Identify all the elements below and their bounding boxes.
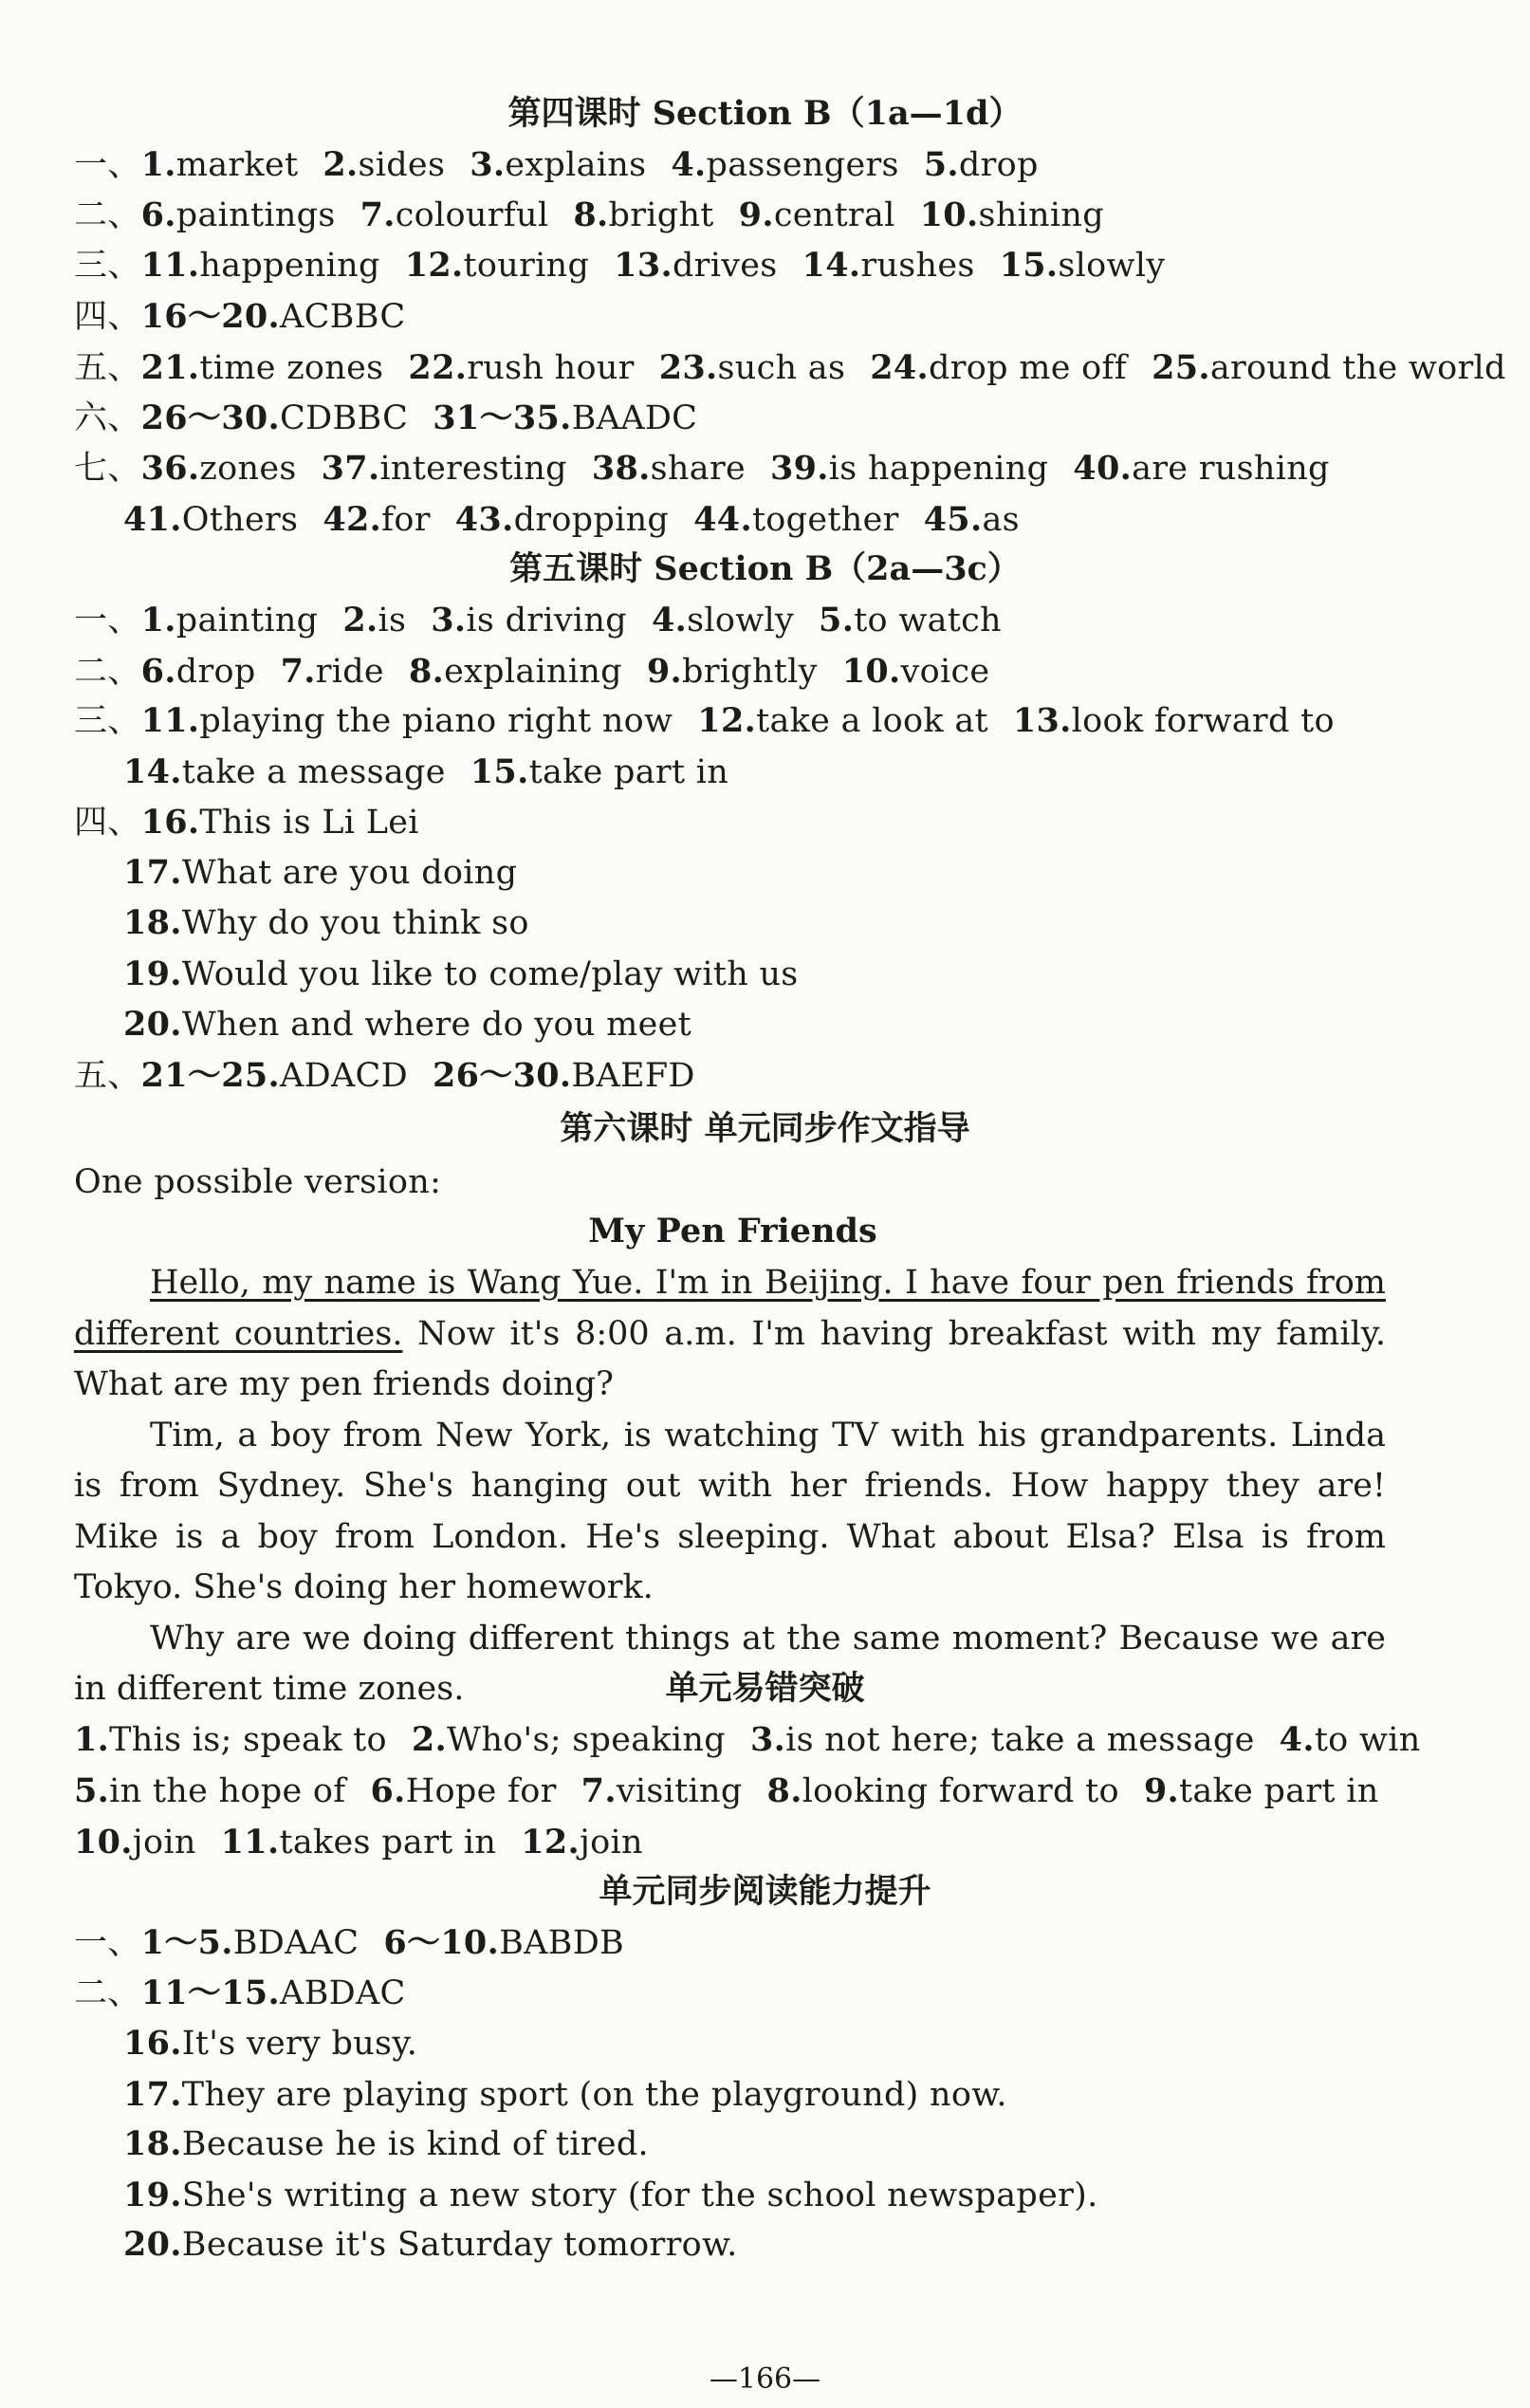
question-number: 38. <box>591 449 651 488</box>
question-number: 45. <box>923 500 983 539</box>
answer-text: visiting <box>616 1772 743 1810</box>
question-number: 26～30. <box>140 398 281 437</box>
question-number: 14. <box>123 752 182 791</box>
question-number: 6. <box>370 1771 406 1810</box>
answer-item <box>141 146 299 184</box>
question-number: 20. <box>123 1005 182 1044</box>
answer-row <box>123 2123 649 2165</box>
answer-item <box>470 146 646 184</box>
answer-row <box>74 1822 643 1863</box>
answer-text: paintings <box>175 196 336 234</box>
answer-item <box>770 450 1048 488</box>
answer-text: touring <box>463 247 590 285</box>
answer-item <box>573 196 713 234</box>
answer-item <box>141 702 673 740</box>
answer-row <box>74 448 1330 490</box>
part-label: 七、 <box>74 450 141 488</box>
part-label: 二、 <box>74 196 141 234</box>
question-number: 42. <box>323 500 382 539</box>
answer-item <box>659 349 846 387</box>
answer-text: around the world <box>1209 349 1506 387</box>
answer-item <box>924 501 1020 539</box>
answer-item <box>1144 1772 1379 1810</box>
answer-item <box>433 399 697 437</box>
answer-item <box>455 501 669 539</box>
answer-item <box>123 2125 649 2163</box>
question-number: 25. <box>1152 348 1210 387</box>
answer-text: Would you like to come/play with us <box>181 955 799 993</box>
answer-row <box>123 852 517 894</box>
answer-text: explains <box>505 146 647 184</box>
answer-text: ACBBC <box>280 298 406 336</box>
question-number: 39. <box>770 449 829 488</box>
answer-text: join <box>580 1824 643 1862</box>
answer-item <box>123 2025 417 2063</box>
answer-item <box>412 1721 726 1759</box>
question-number: 12. <box>521 1823 581 1862</box>
section-title: 单元同步阅读能力提升 <box>599 1872 931 1911</box>
question-number: 1. <box>140 145 176 184</box>
answer-item <box>750 1721 1255 1759</box>
answer-text: Because it's Saturday tomorrow. <box>181 2226 738 2264</box>
answer-item <box>281 653 384 691</box>
answer-text: They are playing sport (on the playground) now. <box>181 2076 1007 2114</box>
answer-item <box>123 753 446 791</box>
question-number: 5. <box>819 601 855 639</box>
answer-row <box>74 245 1165 287</box>
answer-text: BAEFD <box>571 1057 695 1095</box>
answer-item <box>870 349 1127 387</box>
answer-item <box>647 653 818 691</box>
question-number: 1～5. <box>140 1923 233 1962</box>
question-number: 17. <box>123 853 182 892</box>
answer-text: slowly <box>687 602 795 639</box>
question-number: 9. <box>738 195 774 234</box>
answer-text: time zones <box>199 349 384 387</box>
part-label: 一、 <box>74 1924 141 1962</box>
answer-row <box>74 1922 624 1964</box>
answer-text: Others <box>181 501 299 539</box>
part-label: 一、 <box>74 146 141 184</box>
question-number: 15. <box>999 246 1059 285</box>
answer-item <box>581 1772 743 1810</box>
answer-item <box>74 1772 346 1810</box>
answer-text: to win <box>1314 1721 1421 1759</box>
question-number: 16. <box>140 803 200 842</box>
answer-text: take part in <box>528 753 729 791</box>
answer-item <box>141 804 419 842</box>
answer-row <box>123 1004 691 1046</box>
answer-item <box>323 501 430 539</box>
answer-item <box>342 602 406 639</box>
answer-text: market <box>175 146 299 184</box>
answer-text: is driving <box>466 602 627 639</box>
question-number: 2. <box>411 1720 448 1759</box>
part-label: 三、 <box>74 247 141 285</box>
question-number: 9. <box>646 652 683 691</box>
question-number: 12. <box>697 701 757 740</box>
question-number: 9. <box>1143 1771 1180 1810</box>
question-number: 4. <box>1279 1720 1315 1759</box>
answer-text: central <box>773 196 895 234</box>
question-number: 41. <box>123 500 182 539</box>
answer-item <box>739 196 895 234</box>
answer-item <box>123 2176 1098 2214</box>
question-number: 36. <box>140 449 200 488</box>
answer-text: It's very busy. <box>181 2025 418 2063</box>
essay-paragraph-1: Hello, my name is Wang Yue. I'm in Beijing. I have four pen friends from different countries. Now it's 8:00 a.m. I'm having breakfast with my family. What are my pen friends doing? <box>74 1264 1387 1403</box>
answer-item <box>323 146 445 184</box>
answer-row <box>74 398 697 439</box>
question-number: 13. <box>1012 701 1072 740</box>
answer-text: is happening <box>828 450 1049 488</box>
answer-text: Because he is kind of tired. <box>181 2125 649 2163</box>
answer-text: such as <box>717 349 846 387</box>
answer-item <box>371 1772 557 1810</box>
question-number: 44. <box>693 500 752 539</box>
question-number: 11～15. <box>140 1973 281 2012</box>
question-number: 17. <box>123 2075 182 2114</box>
question-number: 23. <box>658 348 718 387</box>
answer-item <box>592 450 746 488</box>
answer-item <box>141 298 406 336</box>
answer-item <box>1152 349 1506 387</box>
question-number: 11. <box>140 246 200 285</box>
answer-item <box>1073 450 1329 488</box>
answer-row <box>123 499 1020 541</box>
answer-item <box>1000 247 1166 285</box>
answer-row <box>74 144 1039 186</box>
answer-text: When and where do you meet <box>181 1006 692 1044</box>
answer-text: is not here; take a message <box>785 1721 1255 1759</box>
answer-text: bright <box>608 196 714 234</box>
answer-text: drop me off <box>929 349 1128 387</box>
question-number: 8. <box>408 652 445 691</box>
answer-text: as <box>982 501 1020 539</box>
question-number: 24. <box>870 348 930 387</box>
question-number: 26～30. <box>432 1056 572 1095</box>
answer-item <box>383 1924 624 1962</box>
answer-item <box>409 653 622 691</box>
underlined-sentence: Hello, my name is Wang Yue. I'm in Beijing. I have four pen friends from different countries. <box>74 1264 1386 1353</box>
answer-row <box>74 1055 695 1097</box>
part-label: 五、 <box>74 1057 141 1095</box>
part-label: 五、 <box>74 349 141 387</box>
answer-item <box>408 349 634 387</box>
answer-text: rushes <box>860 247 975 285</box>
answer-text: takes part in <box>279 1824 497 1862</box>
answer-item <box>141 450 297 488</box>
answer-item <box>924 146 1039 184</box>
question-number: 13. <box>614 246 673 285</box>
answer-item <box>433 1057 695 1095</box>
answer-item <box>141 196 336 234</box>
answer-item <box>141 653 256 691</box>
answer-text: share <box>650 450 746 488</box>
answer-row <box>74 700 1335 742</box>
question-number: 10. <box>919 195 979 234</box>
answer-item <box>123 904 529 942</box>
answer-text: look forward to <box>1071 702 1335 740</box>
essay-title: My Pen Friends <box>588 1212 877 1250</box>
answer-item <box>74 1721 387 1759</box>
answer-text: This is; speak to <box>109 1721 387 1759</box>
essay-paragraph-3: Why are we doing different things at the same moment? Because we are in different time zones. <box>74 1619 1386 1708</box>
answer-text: What are you doing <box>181 854 518 892</box>
answer-item <box>123 2076 1007 2114</box>
answer-item <box>431 602 627 639</box>
answer-text: Who's; speaking <box>447 1721 726 1759</box>
question-number: 22. <box>408 348 468 387</box>
answer-text: drives <box>672 247 778 285</box>
answer-text: ride <box>315 653 384 691</box>
question-number: 3. <box>470 145 506 184</box>
essay-body <box>74 1258 1386 1715</box>
question-number: 12. <box>404 246 464 285</box>
answer-row <box>123 2023 417 2065</box>
question-number: 14. <box>802 246 861 285</box>
answer-text: happening <box>199 247 380 285</box>
answer-text: painting <box>175 602 319 639</box>
answer-text: for <box>381 501 431 539</box>
answer-item <box>802 247 975 285</box>
part-label: 一、 <box>74 602 141 639</box>
answer-row <box>74 296 405 338</box>
answer-text: explaining <box>444 653 622 691</box>
answer-item <box>360 196 549 234</box>
answer-text: rush hour <box>467 349 635 387</box>
question-number: 21～25. <box>140 1056 281 1095</box>
part-label: 四、 <box>74 298 141 336</box>
question-number: 18. <box>123 2124 182 2163</box>
question-number: 16. <box>123 2024 182 2063</box>
answer-row <box>123 2224 738 2266</box>
question-number: 18. <box>123 903 182 942</box>
answer-row <box>74 194 1104 236</box>
answer-item <box>123 1006 691 1044</box>
answer-item <box>920 196 1104 234</box>
answer-text: CDBBC <box>280 399 409 437</box>
answer-text: interesting <box>379 450 567 488</box>
question-number: 11. <box>220 1823 280 1862</box>
answer-text: She's writing a new story (for the school newspaper). <box>181 2176 1098 2214</box>
answer-item <box>74 1824 196 1862</box>
answer-text: slowly <box>1058 247 1166 285</box>
question-number: 15. <box>470 752 529 791</box>
answer-item <box>221 1824 497 1862</box>
answer-text: ABDAC <box>280 1974 406 2012</box>
question-number: 21. <box>140 348 200 387</box>
part-label: 二、 <box>74 1974 141 2012</box>
answer-row <box>74 600 1002 641</box>
page-number: —166— <box>709 2362 821 2396</box>
answer-item <box>123 501 298 539</box>
question-number: 4. <box>671 145 707 184</box>
question-number: 19. <box>123 2176 182 2214</box>
answer-item <box>1280 1721 1421 1759</box>
answer-text: shining <box>978 196 1104 234</box>
question-number: 16～20. <box>140 297 281 336</box>
answer-item <box>141 349 384 387</box>
answer-item <box>693 501 899 539</box>
answer-item <box>842 653 990 691</box>
answer-text: dropping <box>513 501 670 539</box>
part-label: 四、 <box>74 804 141 842</box>
part-label: 三、 <box>74 702 141 740</box>
answer-item <box>123 955 799 993</box>
answer-text: zones <box>199 450 297 488</box>
answer-text: colourful <box>395 196 549 234</box>
essay-intro: One possible version: <box>74 1163 442 1201</box>
question-number: 10. <box>841 652 901 691</box>
answer-text: are rushing <box>1132 450 1330 488</box>
answer-text: in the hope of <box>109 1772 346 1810</box>
question-number: 3. <box>431 601 467 639</box>
answer-text: BAADC <box>571 399 698 437</box>
question-number: 1. <box>140 601 176 639</box>
answer-item <box>652 602 794 639</box>
answer-text: is <box>378 602 407 639</box>
answer-text: together <box>751 501 899 539</box>
answer-item <box>405 247 589 285</box>
answer-row <box>74 1770 1379 1812</box>
answer-text: playing the piano right now <box>199 702 673 740</box>
answer-text: to watch <box>854 602 1002 639</box>
section-title: 第五课时 Section B（2a—3c） <box>509 549 1021 588</box>
answer-row <box>123 954 799 995</box>
answer-row <box>74 1973 406 2014</box>
answer-item <box>521 1824 643 1862</box>
part-label: 六、 <box>74 399 141 437</box>
answer-item <box>123 2226 738 2264</box>
question-number: 8. <box>573 195 609 234</box>
answer-text: join <box>132 1824 196 1862</box>
answer-text: ADACD <box>280 1057 408 1095</box>
answer-text: looking forward to <box>802 1772 1119 1810</box>
question-number: 6. <box>140 652 176 691</box>
question-number: 7. <box>581 1771 617 1810</box>
answer-row <box>74 651 989 693</box>
answer-item <box>322 450 567 488</box>
answer-text: BDAAC <box>232 1924 359 1962</box>
answer-item <box>819 602 1002 639</box>
answer-text: drop <box>958 146 1039 184</box>
answer-text: voice <box>900 653 990 691</box>
question-number: 31～35. <box>433 398 572 437</box>
question-number: 37. <box>321 449 380 488</box>
answer-item <box>697 702 988 740</box>
question-number: 7. <box>280 652 316 691</box>
answer-item <box>141 1057 408 1095</box>
question-number: 5. <box>74 1771 110 1810</box>
answer-text: take part in <box>1179 1772 1379 1810</box>
question-number: 2. <box>323 145 359 184</box>
answer-item <box>141 1974 406 2012</box>
answer-text: sides <box>358 146 446 184</box>
answer-text: take a look at <box>756 702 988 740</box>
question-number: 43. <box>454 500 514 539</box>
section-title: 单元易错突破 <box>665 1669 865 1708</box>
answer-item <box>141 247 380 285</box>
question-number: 2. <box>342 601 378 639</box>
section-title: 第四课时 Section B（1a—1d） <box>507 94 1023 133</box>
answer-text: passengers <box>706 146 899 184</box>
question-number: 6～10. <box>383 1923 500 1962</box>
question-number: 11. <box>140 701 200 740</box>
question-number: 7. <box>359 195 396 234</box>
answer-row <box>74 347 1506 389</box>
answer-text: Why do you think so <box>181 904 529 942</box>
answer-text: This is Li Lei <box>199 804 419 842</box>
answer-item <box>767 1772 1119 1810</box>
question-number: 40. <box>1073 449 1133 488</box>
answer-text: drop <box>175 653 256 691</box>
answer-item <box>141 399 409 437</box>
answer-text: BABDB <box>499 1924 625 1962</box>
answer-item <box>141 602 319 639</box>
answer-item <box>614 247 777 285</box>
answer-text: take a message <box>181 753 446 791</box>
answer-row <box>74 802 419 843</box>
answer-item <box>470 753 728 791</box>
part-label: 二、 <box>74 653 141 691</box>
question-number: 5. <box>923 145 959 184</box>
answer-item <box>123 854 517 892</box>
question-number: 3. <box>749 1720 786 1759</box>
answer-row <box>123 902 529 944</box>
answer-item <box>141 1924 359 1962</box>
question-number: 6. <box>140 195 176 234</box>
question-number: 19. <box>123 954 182 993</box>
answer-row <box>123 2175 1098 2216</box>
answer-row <box>123 2074 1007 2116</box>
question-number: 8. <box>766 1771 802 1810</box>
question-number: 10. <box>74 1823 133 1862</box>
question-number: 4. <box>651 601 688 639</box>
answer-row <box>74 1719 1421 1761</box>
answer-item <box>671 146 898 184</box>
answer-text: brightly <box>682 653 818 691</box>
answer-item <box>1013 702 1335 740</box>
question-number: 1. <box>74 1720 110 1759</box>
section-title: 第六课时 单元同步作文指导 <box>560 1109 970 1148</box>
answer-text: Hope for <box>405 1772 557 1810</box>
essay-paragraph-2: Tim, a boy from New York, is watching TV with his grandparents. Linda is from Sydney. She's hanging out with her friends. How happy they are! Mike is a boy from London. He's sleeping. What about Elsa? Elsa is from Tokyo. She's doing her homework. <box>74 1416 1386 1606</box>
answer-row <box>123 751 728 793</box>
question-number: 20. <box>123 2225 182 2264</box>
